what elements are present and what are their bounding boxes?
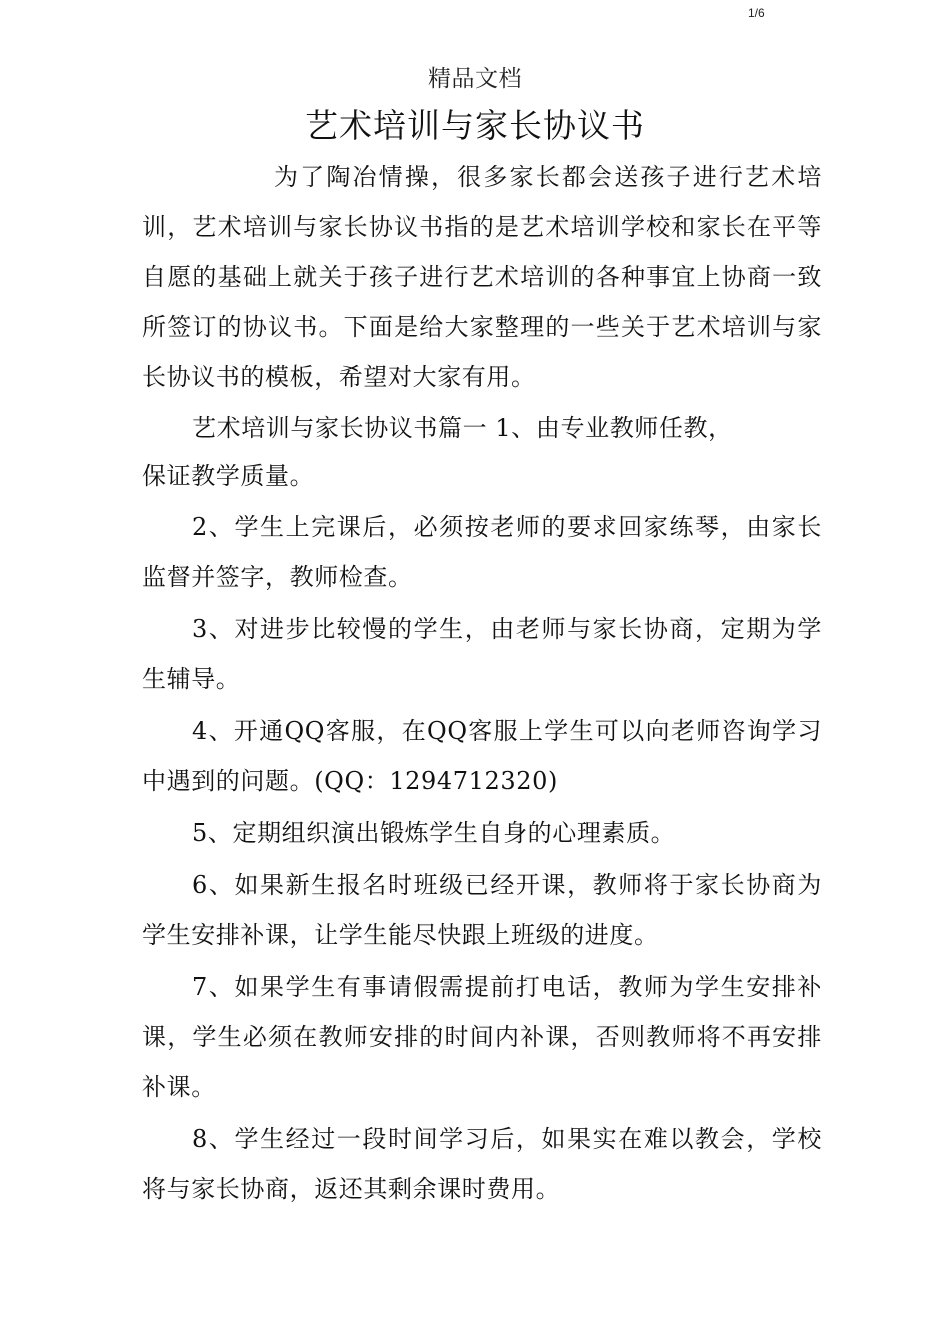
agreement-item-4: 4、开通QQ客服，在QQ客服上学生可以向老师咨询学习中遇到的问题。(QQ：1294712320) [142, 717, 822, 795]
document-title: 艺术培训与家长协议书 [305, 106, 645, 145]
intro-paragraph: 为了陶冶情操，很多家长都会送孩子进行艺术培训，艺术培训与家长协议书指的是艺术培训学校和家长在平等自愿的基础上就关于孩子进行艺术培训的各种事宜上协商一致所签订的协议书。下面是给大家整理的一些关于艺术培训与家长协议书的模板，希望对大家有用。 [142, 163, 822, 391]
header-label: 精品文档 [428, 66, 522, 92]
document-body [142, 152, 822, 1216]
agreement-item-8: 8、学生经过一段时间学习后，如果实在难以教会，学校将与家长协商，返还其剩余课时费用。 [142, 1125, 822, 1203]
agreement-item-3: 3、对进步比较慢的学生，由老师与家长协商，定期为学生辅导。 [142, 615, 822, 693]
agreement-item-7: 7、如果学生有事请假需提前打电话，教师为学生安排补课，学生必须在教师安排的时间内补课，否则教师将不再安排补课。 [142, 973, 822, 1101]
agreement-item-6: 6、如果新生报名时班级已经开课，教师将于家长协商为学生安排补课，让学生能尽快跟上班级的进度。 [142, 871, 822, 949]
section-heading-continuation: 保证教学质量。 [142, 462, 315, 490]
agreement-item-2: 2、学生上完课后，必须按老师的要求回家练琴，由家长监督并签字，教师检查。 [142, 513, 822, 591]
agreement-item-5: 5、定期组织演出锻炼学生自身的心理素质。 [192, 819, 676, 847]
section-heading: 艺术培训与家长协议书篇一 1、由专业教师任教， [192, 414, 733, 442]
page-number: 1/6 [748, 6, 765, 20]
